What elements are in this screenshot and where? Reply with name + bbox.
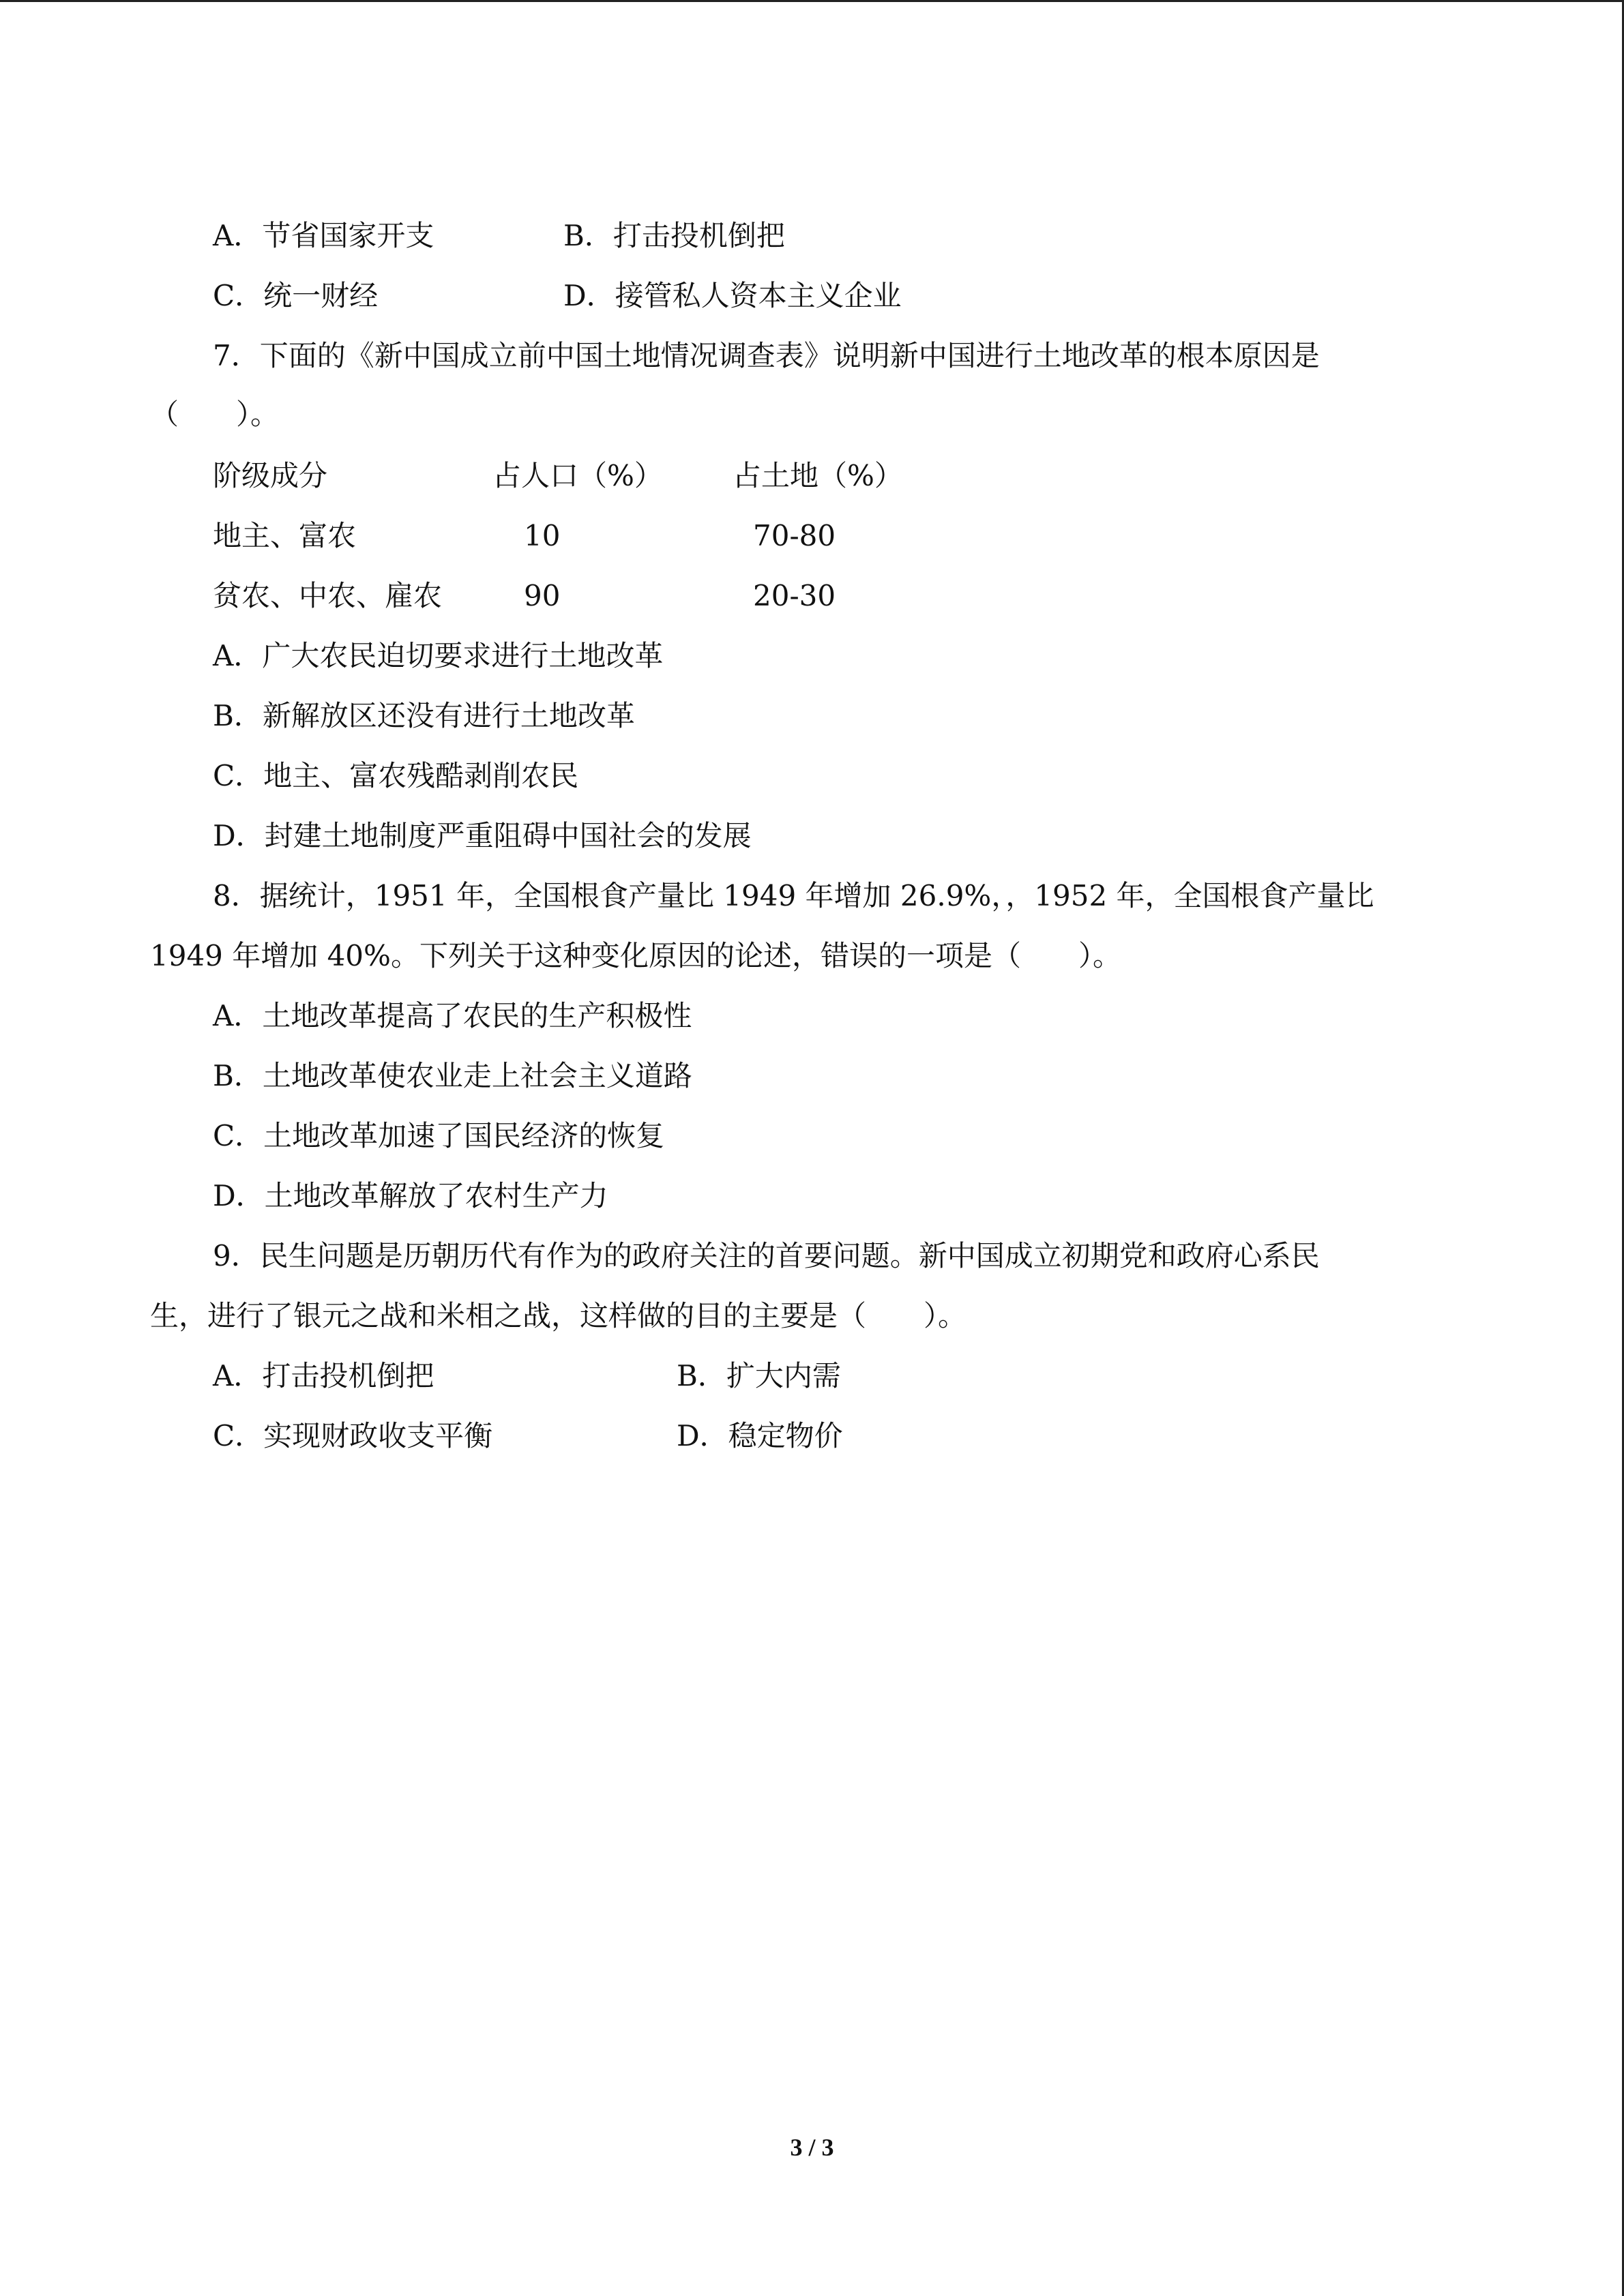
q8-option-a: A．土地改革提高了农民的生产积极性 <box>213 999 692 1032</box>
q6-option-a: A．节省国家开支 <box>213 219 434 252</box>
table-header-land: 占土地（%） <box>733 459 903 492</box>
q9-option-a: A．打击投机倒把 <box>213 1359 434 1392</box>
q8-option-b: B．土地改革使农业走上社会主义道路 <box>213 1059 692 1092</box>
table-header-class: 阶级成分 <box>213 459 328 492</box>
q7-stem-line1: 7．下面的《新中国成立前中国土地情况调查表》说明新中国进行土地改革的根本原因是 <box>213 339 1320 372</box>
table-cell-population: 10 <box>524 519 561 552</box>
table-cell-class: 地主、富农 <box>213 519 357 552</box>
page-number: 3 / 3 <box>790 2134 834 2161</box>
q6-option-d: D．接管私人资本主义企业 <box>563 279 902 312</box>
table-cell-class: 贫农、中农、雇农 <box>213 579 443 612</box>
q9-option-c: C．实现财政收支平衡 <box>213 1419 493 1452</box>
q7-option-b: B．新解放区还没有进行土地改革 <box>213 699 635 732</box>
q8-stem-line2: 1949 年增加 40%。下列关于这种变化原因的论述，错误的一项是（ ）。 <box>150 939 1121 972</box>
q6-option-b: B．打击投机倒把 <box>563 219 785 252</box>
q7-option-d: D．封建土地制度严重阻碍中国社会的发展 <box>213 819 752 852</box>
q9-stem-line2: 生，进行了银元之战和米相之战，这样做的目的主要是（ ）。 <box>150 1299 967 1332</box>
q7-option-c: C．地主、富农残酷剥削农民 <box>213 759 579 792</box>
q8-option-d: D．土地改革解放了农村生产力 <box>213 1179 608 1212</box>
q6-option-c: C．统一财经 <box>213 279 379 312</box>
q8-stem-line1: 8．据统计，1951 年，全国根食产量比 1949 年增加 26.9%，，1952 年，全国根食产量比 <box>213 879 1374 912</box>
table-cell-land: 70-80 <box>753 519 836 552</box>
table-cell-land: 20-30 <box>753 579 836 612</box>
q9-option-d: D．稳定物价 <box>677 1419 843 1452</box>
q8-option-c: C．土地改革加速了国民经济的恢复 <box>213 1119 665 1152</box>
q9-option-b: B．扩大内需 <box>677 1359 841 1392</box>
q9-stem-line1: 9．民生问题是历朝历代有作为的政府关注的首要问题。新中国成立初期党和政府心系民 <box>213 1239 1320 1272</box>
q7-stem-line2: （ ）。 <box>150 398 280 431</box>
table-cell-population: 90 <box>524 579 561 612</box>
table-header-population: 占人口（%） <box>492 459 663 492</box>
q7-option-a: A．广大农民迫切要求进行土地改革 <box>213 639 664 672</box>
